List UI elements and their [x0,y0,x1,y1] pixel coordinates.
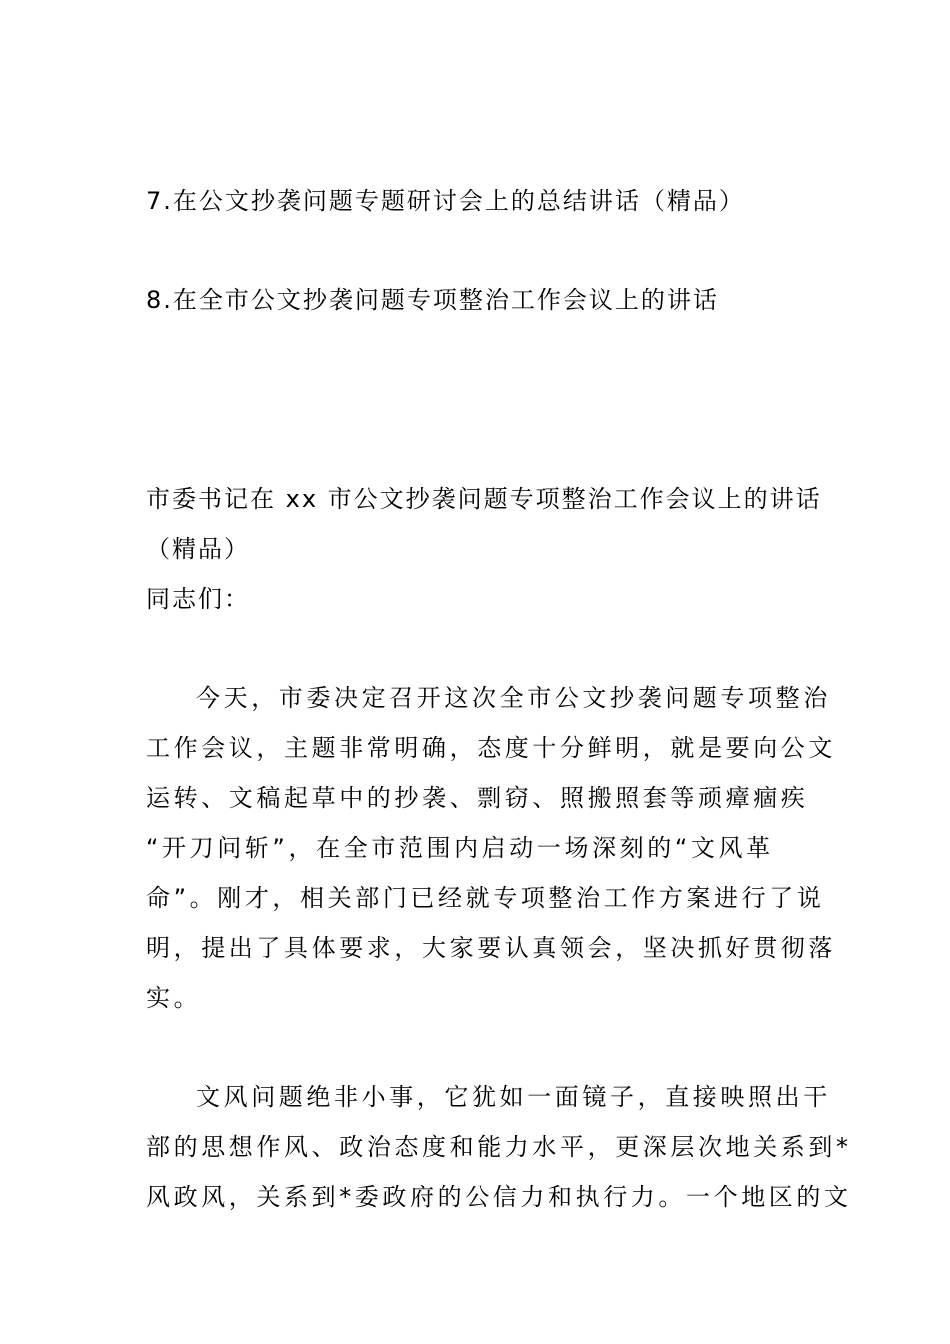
paragraph-1-line: “开刀问斩”，在全市范围内启动一场深刻的“文风革 [146,834,774,862]
paragraph-2-line: 风政风，关系到*委政府的公信力和执行力。一个地区的文 [146,1183,852,1211]
document-title: 市委书记在 xx 市公文抄袭问题专项整治工作会议上的讲话 [146,485,822,513]
document-title-suffix: （精品） [146,535,250,563]
paragraph-1-line: 工作会议，主题非常明确，态度十分鲜明，就是要向公文 [146,734,836,762]
paragraph-1-line: 明，提出了具体要求，大家要认真领会，坚决抓好贯彻落 [146,934,836,962]
paragraph-2-line: 部的思想作风、政治态度和能力水平，更深层次地关系到* [146,1133,852,1161]
paragraph-1-line: 运转、文稿起草中的抄袭、剽窃、照搬照套等顽瘴痼疾 [146,784,809,812]
list-item-7: 7.在公文抄袭问题专题研讨会上的总结讲话（精品） [146,187,745,215]
paragraph-1-line: 命”。刚才，相关部门已经就专项整治工作方案进行了说 [146,884,825,912]
list-item-8: 8.在全市公文抄袭问题专项整治工作会议上的讲话 [146,286,719,314]
salutation: 同志们： [146,585,250,613]
paragraph-1-line: 今天，市委决定召开这次全市公文抄袭问题专项整治 [196,684,831,712]
paragraph-2-line: 文风问题绝非小事，它犹如一面镜子，直接映照出干 [196,1083,831,1111]
paragraph-1-line: 实。 [146,984,202,1012]
